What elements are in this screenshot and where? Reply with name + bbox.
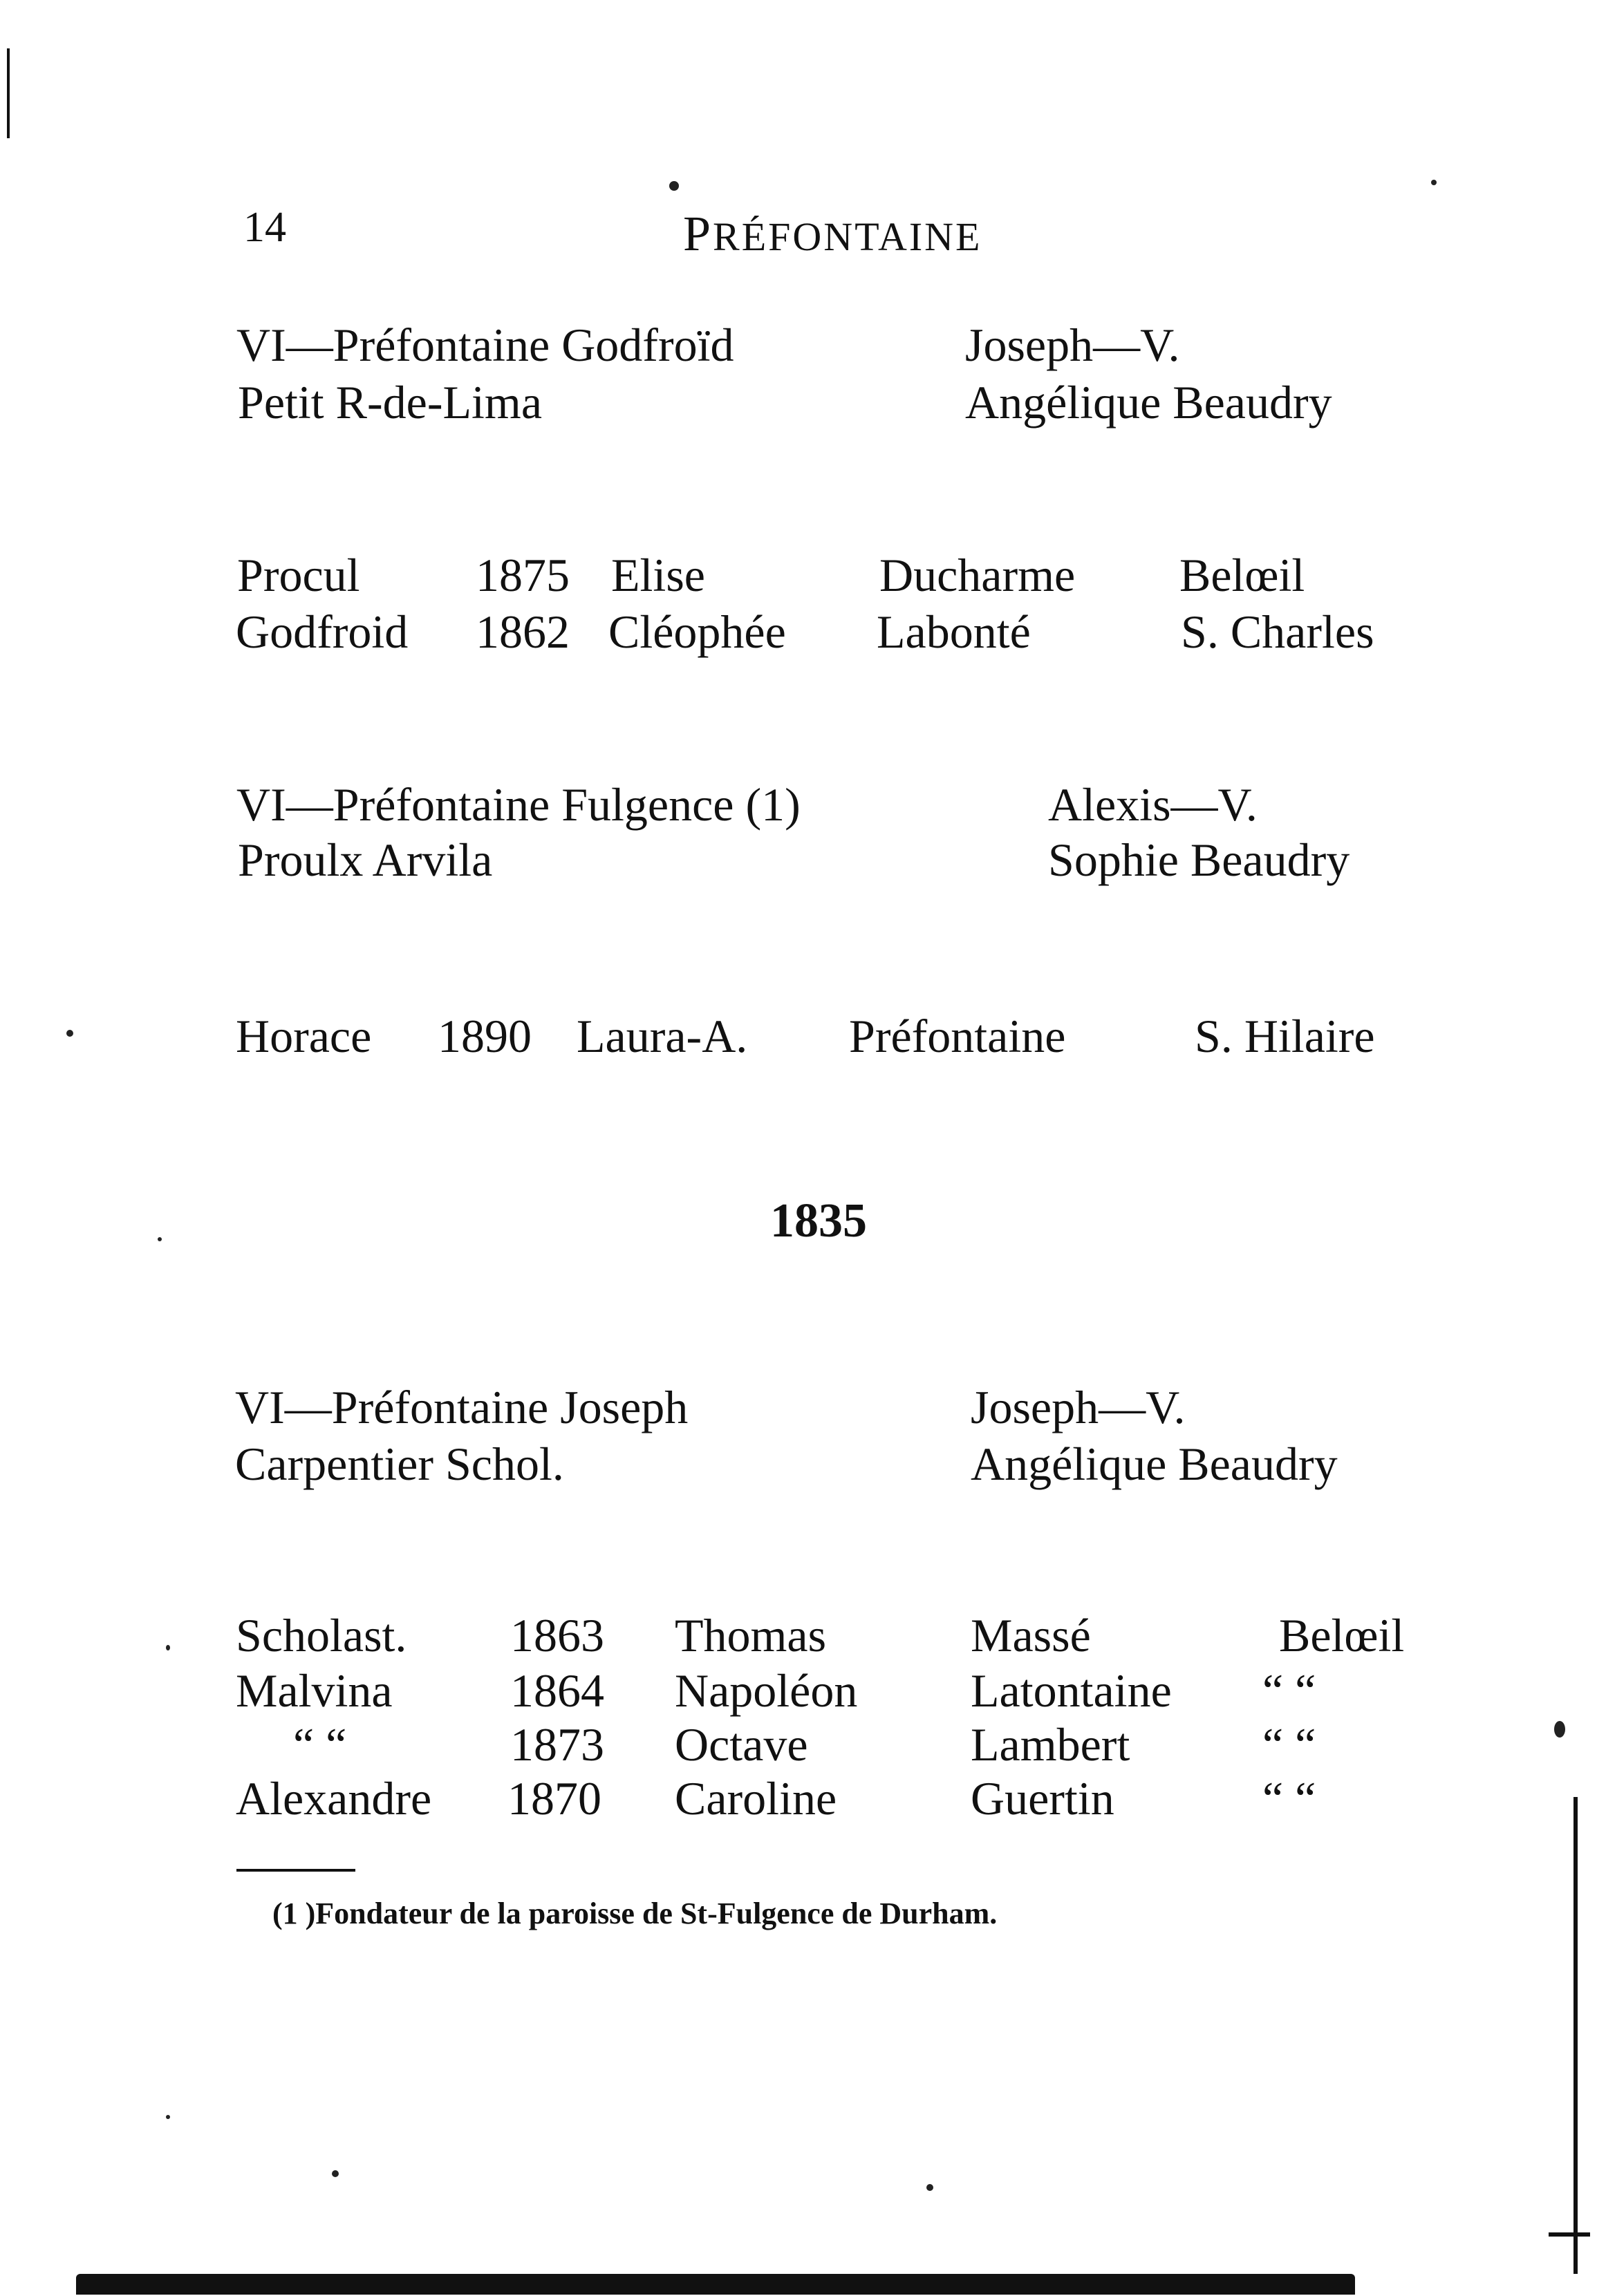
scan-speck xyxy=(1431,180,1437,185)
entry2-line2-right: Sophie Beaudry xyxy=(1048,834,1350,886)
running-title-rest: RÉFONTAINE xyxy=(713,214,982,259)
scan-speck xyxy=(166,2115,170,2119)
child-spouse-first: Laura-A. xyxy=(577,1010,748,1062)
child-parish: Belœil xyxy=(1279,1609,1405,1662)
child-year: 1864 xyxy=(510,1664,604,1717)
child-spouse-first: Elise xyxy=(611,549,705,601)
child-year: 1873 xyxy=(510,1718,604,1771)
scan-left-edge xyxy=(7,48,10,138)
scan-speck xyxy=(1554,1721,1565,1738)
child-parish: Belœil xyxy=(1179,549,1305,601)
scan-speck xyxy=(926,2184,933,2191)
footnote-rule xyxy=(236,1869,355,1872)
child-spouse-last: Préfontaine xyxy=(849,1010,1066,1062)
child-name: Scholast. xyxy=(236,1609,407,1662)
child-parish: “ “ xyxy=(1262,1718,1316,1771)
child-spouse-last: Massé xyxy=(971,1609,1091,1662)
child-spouse-first: Napoléon xyxy=(675,1664,858,1717)
entry2-line2-left: Proulx Arvila xyxy=(238,834,493,886)
page-number: 14 xyxy=(243,204,286,251)
child-name: Alexandre xyxy=(236,1772,432,1825)
child-year: 1890 xyxy=(438,1010,532,1062)
child-name: Horace xyxy=(236,1010,372,1062)
running-title-initial: P xyxy=(683,206,713,261)
child-spouse-last: Labonté xyxy=(877,605,1031,658)
entry1-line1-right: Joseph—V. xyxy=(965,319,1180,371)
scan-speck xyxy=(166,1645,170,1650)
child-name: “ “ xyxy=(293,1718,347,1771)
entry3-line2-right: Angélique Beaudry xyxy=(971,1438,1338,1490)
child-spouse-last: Guertin xyxy=(971,1772,1114,1825)
scan-right-tick xyxy=(1549,2232,1590,2237)
child-parish: “ “ xyxy=(1262,1772,1316,1825)
entry3-line2-left: Carpentier Schol. xyxy=(235,1438,564,1490)
child-spouse-first: Caroline xyxy=(675,1772,837,1825)
entry2-line1-left: VI—Préfontaine Fulgence (1) xyxy=(236,778,801,831)
child-name: Godfroid xyxy=(236,605,409,658)
child-parish: “ “ xyxy=(1262,1664,1316,1717)
child-parish: S. Hilaire xyxy=(1195,1010,1375,1062)
child-parish: S. Charles xyxy=(1181,605,1374,658)
scan-speck xyxy=(669,181,679,191)
year-heading: 1835 xyxy=(770,1194,867,1248)
entry1-line1-left: VI—Préfontaine Godfroïd xyxy=(236,319,734,371)
running-title xyxy=(683,206,982,261)
child-spouse-first: Thomas xyxy=(675,1609,827,1662)
scan-speck xyxy=(158,1237,162,1241)
entry3-line1-left: VI—Préfontaine Joseph xyxy=(235,1381,689,1433)
scan-bottom-band xyxy=(76,2274,1355,2295)
entry1-line2-left: Petit R-de-Lima xyxy=(238,376,543,429)
child-spouse-last: Lambert xyxy=(971,1718,1130,1771)
child-name: Malvina xyxy=(236,1664,393,1717)
scan-speck xyxy=(66,1030,73,1037)
scan-speck xyxy=(332,2170,339,2177)
child-spouse-first: Octave xyxy=(675,1718,808,1771)
child-spouse-last: Latontaine xyxy=(971,1664,1172,1717)
child-year: 1870 xyxy=(507,1772,601,1825)
entry3-line1-right: Joseph—V. xyxy=(971,1381,1186,1433)
entry2-line1-right: Alexis—V. xyxy=(1048,778,1258,831)
child-spouse-first: Cléophée xyxy=(608,605,786,658)
child-year: 1875 xyxy=(476,549,570,601)
entry1-line2-right: Angélique Beaudry xyxy=(965,376,1332,429)
child-spouse-last: Ducharme xyxy=(879,549,1076,601)
child-year: 1863 xyxy=(510,1609,604,1662)
footnote: (1 )Fondateur de la paroisse de St-Fulgence de Durham. xyxy=(272,1897,998,1930)
child-year: 1862 xyxy=(476,605,570,658)
scan-right-edge xyxy=(1573,1797,1578,2274)
child-name: Procul xyxy=(237,549,360,601)
